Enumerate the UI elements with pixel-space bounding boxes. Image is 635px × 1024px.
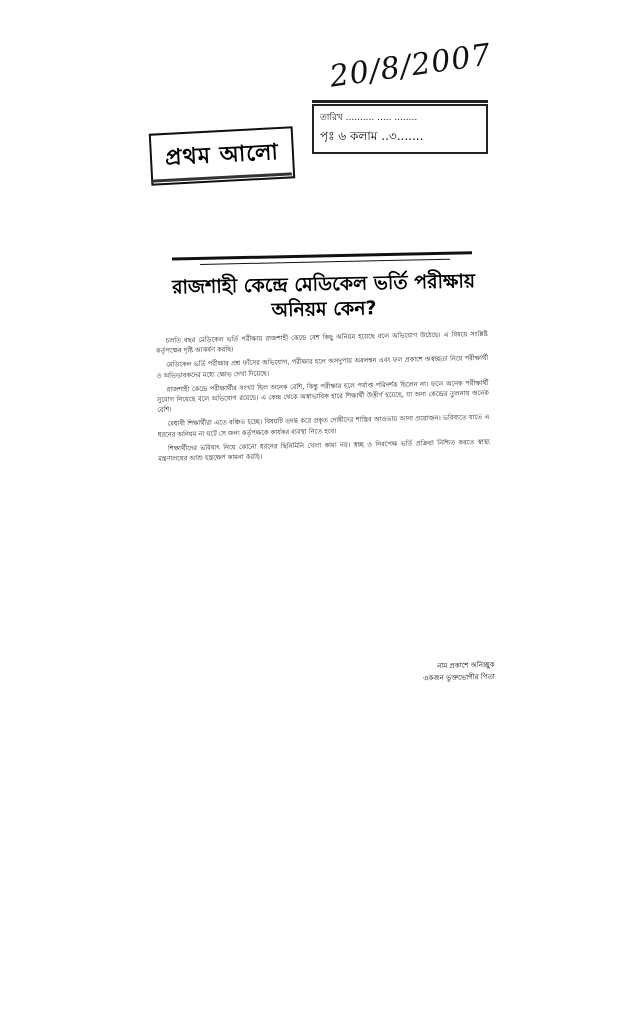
article-paragraph: চলতি বছর মেডিকেল ভর্তি পরীক্ষায় রাজশাহী কেন্দ্রে বেশ কিছু অনিয়ম হয়েছে বলে অভিযোগ উঠেছে। এ বিষয়ে সংশ্লিষ্ট কর্তৃপক্ষের দৃষ্টি আকর্ষণ করছি। — [155, 329, 488, 356]
article-paragraph: মেডিকেল ভর্তি পরীক্ষার প্রশ্ন ফাঁসের অভিযোগ, পরীক্ষার হলে অসদুপায় অবলম্বন এবং ফল প্রকাশে অস্বচ্ছতা নিয়ে পরীক্ষার্থী ও অভিভাবকদের মধ্যে ক্ষোভ দেখা দিয়েছে। — [156, 354, 489, 380]
signature-line: নাম প্রকাশে অনিচ্ছুক — [437, 660, 495, 671]
article-paragraph: মেধাবী শিক্ষার্থীরা এতে বঞ্চিত হচ্ছে। বিষয়টি তদন্ত করে প্রকৃত দোষীদের শাস্তির আওতায় আনা প্রয়োজন। ভবিষ্যতে যাতে এ ধরনের অনিয়ম না ঘটে সে জন্য কর্তৃপক্ষকে কার্যকর ব্যবস্থা নিতে হবে। — [157, 413, 490, 439]
article-body — [156, 329, 491, 468]
handwritten-date: 20/8/2007 — [327, 37, 494, 95]
article-paragraph: রাজশাহী কেন্দ্রে পরীক্ষার্থীর সংখ্যা ছিল অনেক বেশি, কিন্তু পরীক্ষার হলে পর্যাপ্ত পরিদর্শক ছিলেন না। ফলে অনেক পরীক্ষার্থী সুযোগ নিয়েছে বলে অভিযোগ রয়েছে। এ কেন্দ্র থেকে অস্বাভাবিক হারে শিক্ষার্থী উত্তীর্ণ হয়েছে, যা অন্য কেন্দ্রের তুলনায় অনেক বেশি। — [156, 378, 489, 415]
clipping-sub-rule — [200, 259, 450, 265]
signature-line: একজন ভুক্তভোগীর পিতা — [423, 672, 495, 683]
stamp-rule — [312, 100, 488, 103]
archive-stamp — [312, 104, 488, 154]
stamp-date-line: তারিখ .......... ..... ........ — [320, 113, 418, 123]
stamp-page-column-line: পৃঃ ৬ কলাম ..৩....... — [320, 129, 424, 142]
newspaper-logo-text: প্রথম আলো — [164, 138, 280, 171]
newspaper-clipping — [150, 251, 500, 718]
article-headline: রাজশাহী কেন্দ্রে মেডিকেল ভর্তি পরীক্ষায় অনিয়ম কেন? — [171, 270, 476, 322]
article-signature — [374, 659, 494, 686]
article-paragraph: শিক্ষার্থীদের ভবিষ্যৎ নিয়ে কোনো ধরনের ছিনিমিনি খেলা কাম্য নয়। স্বচ্ছ ও নিরপেক্ষ ভর্তি প্রক্রিয়া নিশ্চিত করতে স্বাস্থ্য মন্ত্রণালয়ের আশু হস্তক্ষেপ কামনা করছি। — [158, 437, 491, 463]
